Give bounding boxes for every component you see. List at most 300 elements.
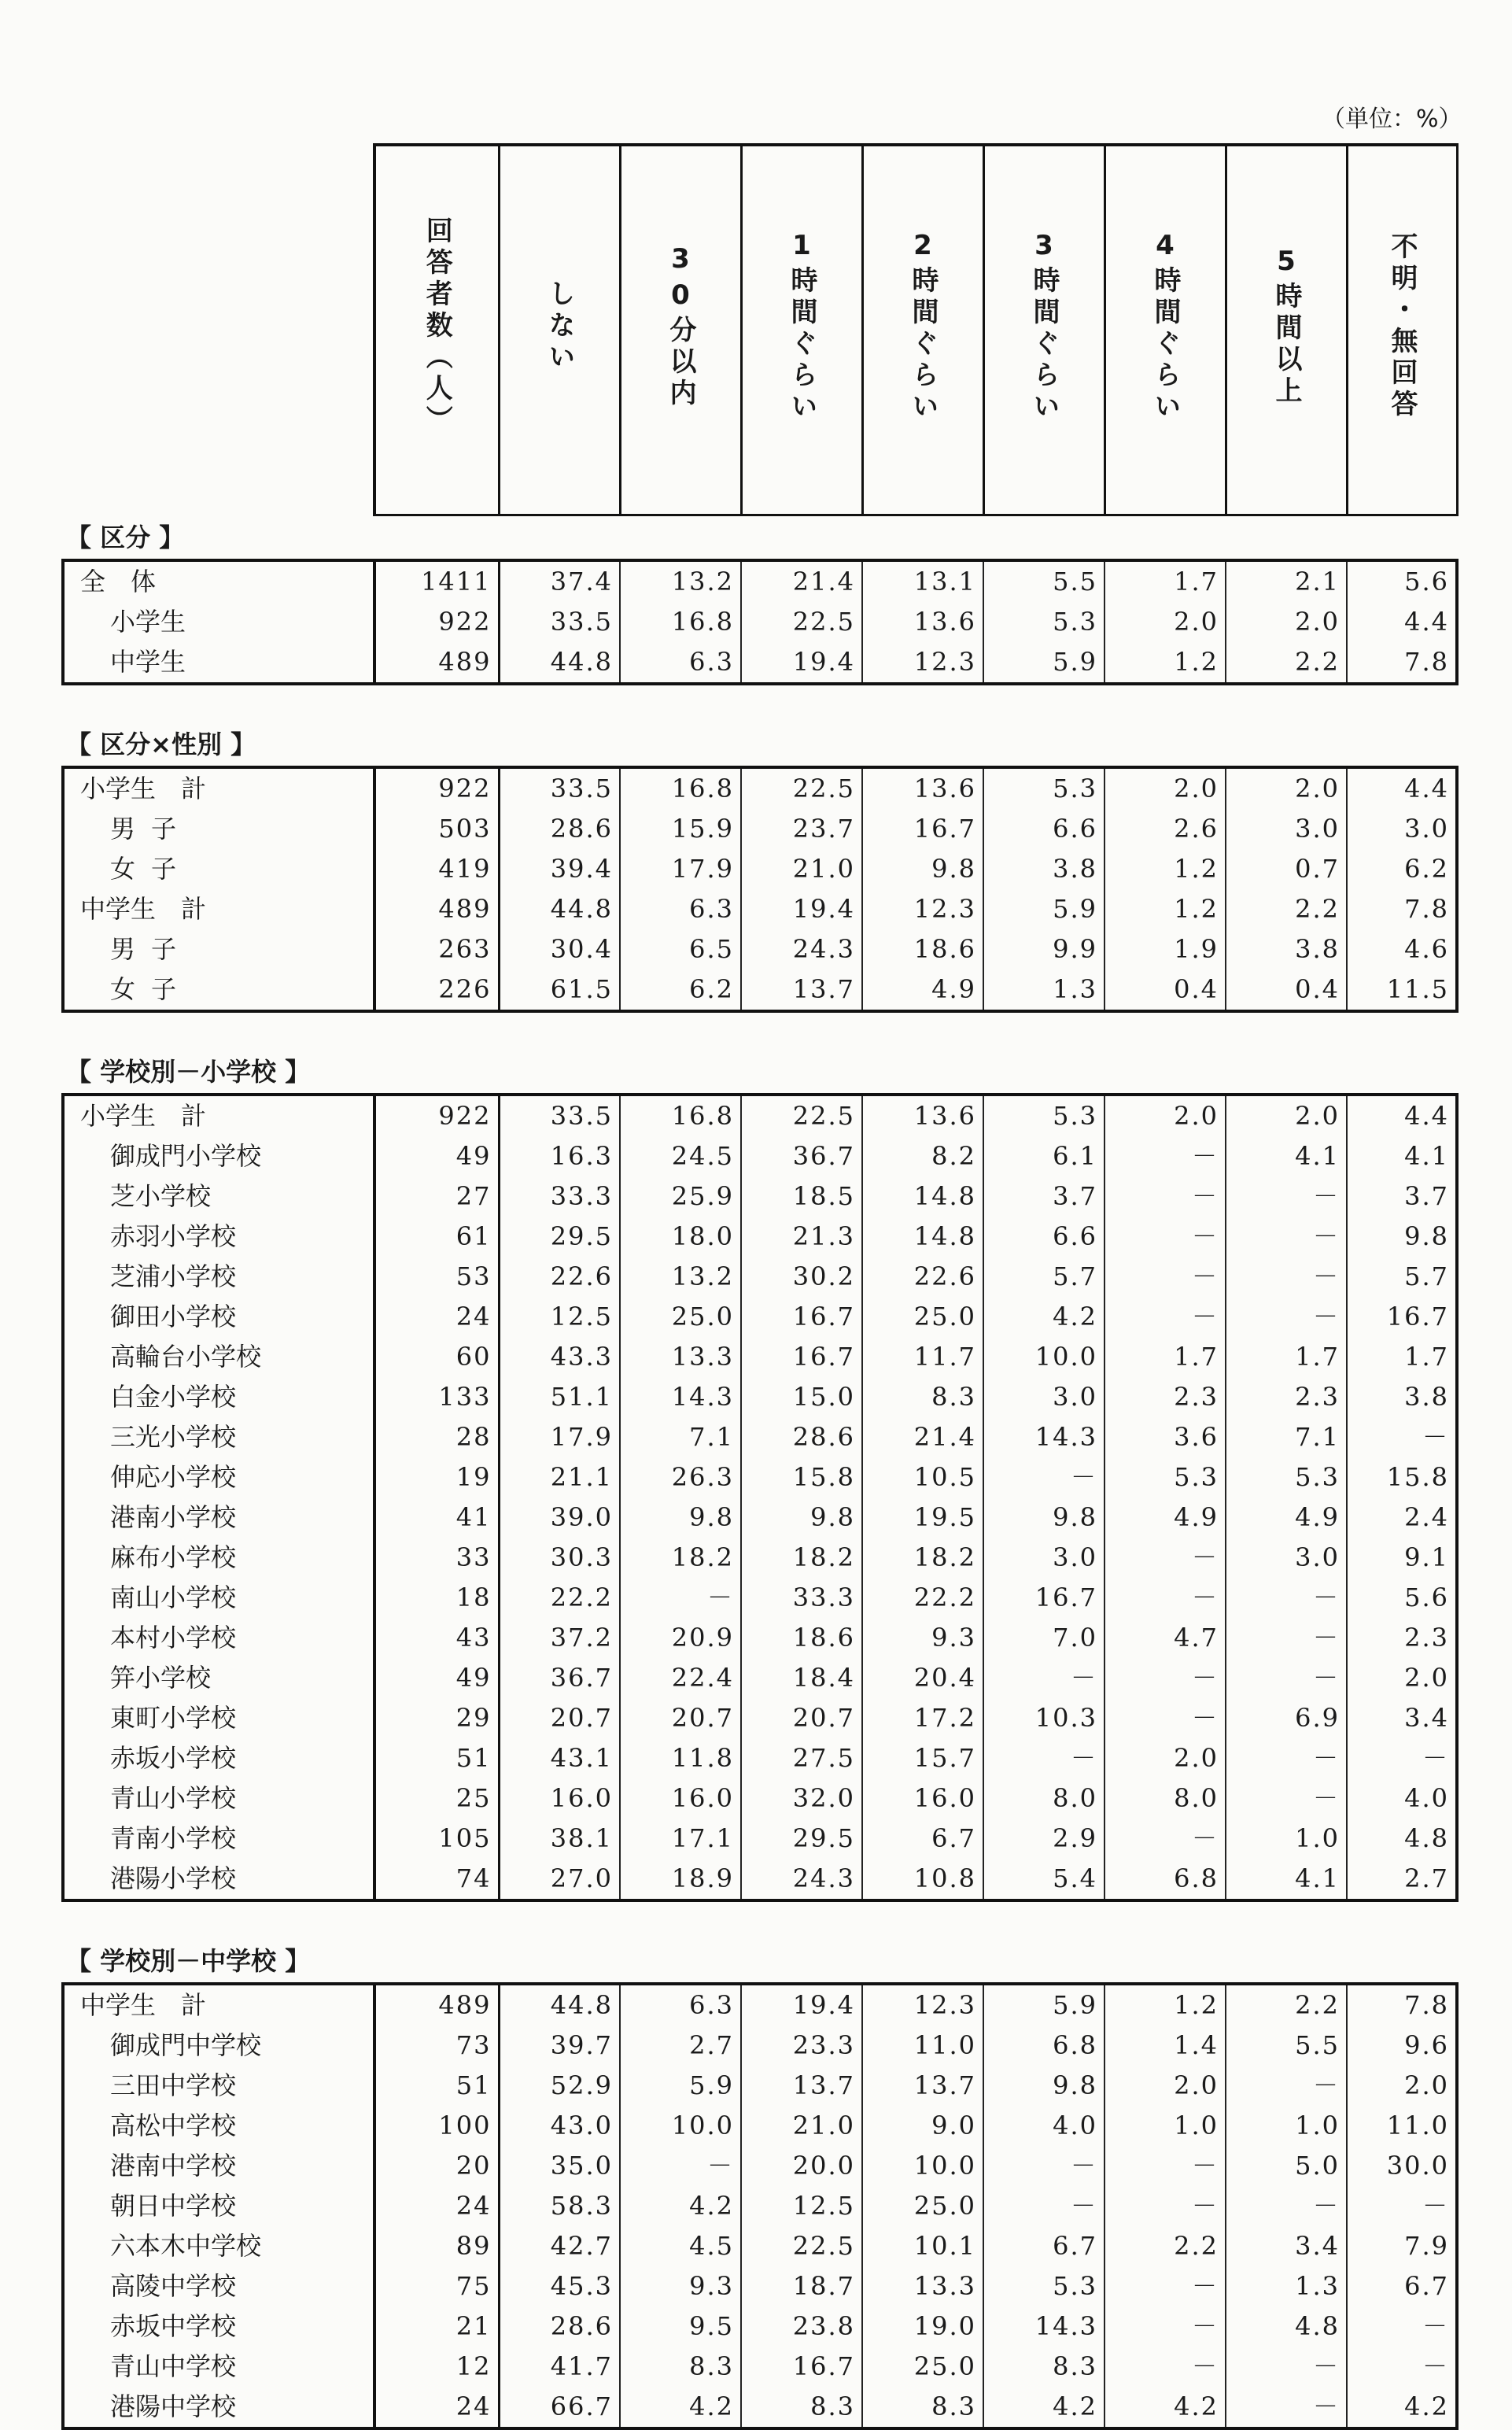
section-title-row: [63, 723, 1457, 767]
value-cell: 2.7: [1347, 1859, 1457, 1900]
value-cell: 5.5: [1226, 2026, 1347, 2066]
table-row: [63, 2066, 1457, 2106]
table-row: [63, 1658, 1457, 1698]
value-cell: 7.8: [1347, 889, 1457, 929]
value-cell: 43: [374, 1618, 499, 1658]
value-cell: 16.7: [983, 1578, 1104, 1618]
header-cell: [499, 145, 620, 515]
value-cell: 1.9: [1104, 929, 1226, 969]
row-label: 中学生 計: [63, 1984, 374, 2026]
value-cell: 10.0: [983, 1337, 1104, 1377]
table-row: [63, 2266, 1457, 2306]
value-cell: 1.2: [1104, 889, 1226, 929]
table-row: [63, 1297, 1457, 1337]
value-cell: 419: [374, 849, 499, 889]
value-cell: 25.0: [862, 1297, 983, 1337]
value-cell: －: [983, 1738, 1104, 1778]
value-cell: 10.8: [862, 1859, 983, 1900]
value-cell: 1.2: [1104, 849, 1226, 889]
value-cell: 4.2: [1104, 2387, 1226, 2428]
value-cell: 28.6: [499, 809, 620, 849]
value-cell: －: [1104, 2186, 1226, 2226]
value-cell: 489: [374, 1984, 499, 2026]
header-text: 30分以内: [665, 243, 696, 410]
value-cell: 2.0: [1347, 1658, 1457, 1698]
value-cell: 5.3: [983, 602, 1104, 642]
value-cell: 23.7: [741, 809, 862, 849]
value-cell: 8.3: [983, 2347, 1104, 2387]
value-cell: 9.0: [862, 2106, 983, 2146]
value-cell: 11.8: [620, 1738, 741, 1778]
value-cell: 5.9: [983, 889, 1104, 929]
table-row: [63, 969, 1457, 1011]
value-cell: 2.9: [983, 1819, 1104, 1859]
value-cell: 4.4: [1347, 602, 1457, 642]
value-cell: 15.8: [741, 1457, 862, 1498]
table-row: [63, 1578, 1457, 1618]
row-label: 青山小学校: [63, 1778, 374, 1819]
value-cell: 42.7: [499, 2226, 620, 2266]
header-text: 不明・無回答: [1386, 232, 1418, 421]
value-cell: 38.1: [499, 1819, 620, 1859]
value-cell: 2.0: [1104, 1095, 1226, 1136]
header-text: 回答者数（人）: [421, 216, 453, 437]
value-cell: 5.9: [983, 1984, 1104, 2026]
value-cell: 44.8: [499, 642, 620, 684]
value-cell: 3.4: [1226, 2226, 1347, 2266]
value-cell: 73: [374, 2026, 499, 2066]
value-cell: 13.6: [862, 602, 983, 642]
value-cell: 2.4: [1347, 1498, 1457, 1538]
value-cell: 20.7: [499, 1698, 620, 1738]
table-row: [63, 2026, 1457, 2066]
value-cell: 3.0: [1226, 1538, 1347, 1578]
value-cell: 5.3: [983, 767, 1104, 809]
value-cell: 7.0: [983, 1618, 1104, 1658]
value-cell: 13.6: [862, 767, 983, 809]
row-label: 中学生: [63, 642, 374, 684]
value-cell: 28: [374, 1417, 499, 1457]
value-cell: 53: [374, 1257, 499, 1297]
value-cell: 18.0: [620, 1217, 741, 1257]
value-cell: 4.7: [1104, 1618, 1226, 1658]
value-cell: 6.3: [620, 642, 741, 684]
row-label: 高陵中学校: [63, 2266, 374, 2306]
value-cell: 13.2: [620, 560, 741, 602]
row-label: 朝日中学校: [63, 2186, 374, 2226]
header-blank: [63, 145, 374, 515]
value-cell: 33.3: [741, 1578, 862, 1618]
value-cell: 6.3: [620, 1984, 741, 2026]
value-cell: 28.6: [499, 2306, 620, 2347]
table-row: [63, 889, 1457, 929]
value-cell: 9.8: [862, 849, 983, 889]
value-cell: 6.6: [983, 809, 1104, 849]
value-cell: －: [1104, 1658, 1226, 1698]
value-cell: 3.4: [1347, 1698, 1457, 1738]
value-cell: －: [1104, 1538, 1226, 1578]
value-cell: 20.7: [620, 1698, 741, 1738]
value-cell: －: [620, 2146, 741, 2186]
value-cell: 263: [374, 929, 499, 969]
value-cell: 17.9: [620, 849, 741, 889]
value-cell: 25.0: [620, 1297, 741, 1337]
value-cell: 3.7: [1347, 1176, 1457, 1217]
value-cell: 14.3: [983, 2306, 1104, 2347]
value-cell: 32.0: [741, 1778, 862, 1819]
row-label: 三光小学校: [63, 1417, 374, 1457]
value-cell: 16.7: [1347, 1297, 1457, 1337]
row-label: 男子: [63, 809, 374, 849]
value-cell: －: [983, 1457, 1104, 1498]
value-cell: 61: [374, 1217, 499, 1257]
value-cell: 17.2: [862, 1698, 983, 1738]
row-label: 中学生 計: [63, 889, 374, 929]
value-cell: 11.5: [1347, 969, 1457, 1011]
value-cell: －: [1226, 2066, 1347, 2106]
value-cell: 21: [374, 2306, 499, 2347]
section-title-row: [63, 515, 1457, 561]
table-row: [63, 2306, 1457, 2347]
value-cell: 12.3: [862, 642, 983, 684]
value-cell: 27.5: [741, 1738, 862, 1778]
value-cell: 10.0: [862, 2146, 983, 2186]
unit-label: （単位：%）: [1322, 105, 1462, 133]
value-cell: 16.0: [862, 1778, 983, 1819]
value-cell: 25: [374, 1778, 499, 1819]
value-cell: 6.8: [983, 2026, 1104, 2066]
value-cell: 9.5: [620, 2306, 741, 2347]
row-label: 伸応小学校: [63, 1457, 374, 1498]
gap-cell: [63, 1011, 1457, 1051]
row-label: 港南小学校: [63, 1498, 374, 1538]
value-cell: 27.0: [499, 1859, 620, 1900]
survey-table: [61, 143, 1459, 2430]
value-cell: 7.8: [1347, 1984, 1457, 2026]
table-row: [63, 1738, 1457, 1778]
value-cell: 52.9: [499, 2066, 620, 2106]
row-label: 高松中学校: [63, 2106, 374, 2146]
value-cell: 18.2: [741, 1538, 862, 1578]
value-cell: －: [1104, 1257, 1226, 1297]
value-cell: 16.0: [499, 1778, 620, 1819]
value-cell: 20.4: [862, 1658, 983, 1698]
value-cell: 89: [374, 2226, 499, 2266]
value-cell: 2.3: [1347, 1618, 1457, 1658]
value-cell: 11.7: [862, 1337, 983, 1377]
value-cell: 30.3: [499, 1538, 620, 1578]
header-cell: [374, 145, 499, 515]
header-text: 5時間以上: [1270, 246, 1302, 408]
row-label: 女子: [63, 969, 374, 1011]
value-cell: 51: [374, 1738, 499, 1778]
value-cell: 2.0: [1104, 602, 1226, 642]
header-cell: [1104, 145, 1226, 515]
value-cell: 18.6: [862, 929, 983, 969]
row-label: 笄小学校: [63, 1658, 374, 1698]
table-row: [63, 1819, 1457, 1859]
value-cell: 14.3: [983, 1417, 1104, 1457]
value-cell: 18: [374, 1578, 499, 1618]
value-cell: 18.5: [741, 1176, 862, 1217]
value-cell: 0.7: [1226, 849, 1347, 889]
value-cell: －: [1104, 1136, 1226, 1176]
value-cell: 25.9: [620, 1176, 741, 1217]
table-row: [63, 1136, 1457, 1176]
value-cell: 13.7: [862, 2066, 983, 2106]
value-cell: 4.2: [620, 2186, 741, 2226]
value-cell: 74: [374, 1859, 499, 1900]
value-cell: 22.6: [499, 1257, 620, 1297]
value-cell: 49: [374, 1658, 499, 1698]
table-row: [63, 1859, 1457, 1900]
table-row: [63, 2186, 1457, 2226]
value-cell: －: [1104, 1698, 1226, 1738]
value-cell: 1.7: [1347, 1337, 1457, 1377]
value-cell: 19.4: [741, 1984, 862, 2026]
table-row: [63, 1698, 1457, 1738]
value-cell: －: [1104, 2306, 1226, 2347]
value-cell: 9.3: [620, 2266, 741, 2306]
value-cell: 8.2: [862, 1136, 983, 1176]
value-cell: 33.5: [499, 602, 620, 642]
section-gap: [63, 684, 1457, 723]
row-label: 白金小学校: [63, 1377, 374, 1417]
value-cell: 22.6: [862, 1257, 983, 1297]
value-cell: 30.2: [741, 1257, 862, 1297]
value-cell: 25.0: [862, 2186, 983, 2226]
value-cell: 39.0: [499, 1498, 620, 1538]
value-cell: 21.4: [741, 560, 862, 602]
value-cell: 33.5: [499, 767, 620, 809]
value-cell: 6.8: [1104, 1859, 1226, 1900]
value-cell: 1.0: [1226, 1819, 1347, 1859]
value-cell: 0.4: [1104, 969, 1226, 1011]
row-label: 南山小学校: [63, 1578, 374, 1618]
value-cell: 6.2: [1347, 849, 1457, 889]
table-row: [63, 929, 1457, 969]
value-cell: 24: [374, 2387, 499, 2428]
value-cell: 61.5: [499, 969, 620, 1011]
row-label: 三田中学校: [63, 2066, 374, 2106]
table-row: [63, 1538, 1457, 1578]
value-cell: 6.2: [620, 969, 741, 1011]
header-cell: [741, 145, 862, 515]
value-cell: 1.0: [1226, 2106, 1347, 2146]
table-row: [63, 1618, 1457, 1658]
value-cell: 43.0: [499, 2106, 620, 2146]
value-cell: 11.0: [862, 2026, 983, 2066]
row-label: 御成門小学校: [63, 1136, 374, 1176]
value-cell: －: [1104, 1297, 1226, 1337]
value-cell: 36.7: [741, 1136, 862, 1176]
value-cell: 8.3: [862, 2387, 983, 2428]
value-cell: 16.7: [741, 1297, 862, 1337]
value-cell: 22.2: [862, 1578, 983, 1618]
value-cell: 4.1: [1226, 1859, 1347, 1900]
value-cell: －: [983, 2146, 1104, 2186]
value-cell: 5.9: [983, 642, 1104, 684]
value-cell: 1.3: [983, 969, 1104, 1011]
value-cell: 43.3: [499, 1337, 620, 1377]
value-cell: 22.4: [620, 1658, 741, 1698]
value-cell: 922: [374, 1095, 499, 1136]
table-row: [63, 849, 1457, 889]
value-cell: －: [1347, 2186, 1457, 2226]
value-cell: 16.3: [499, 1136, 620, 1176]
row-label: 赤坂小学校: [63, 1738, 374, 1778]
value-cell: 5.3: [1104, 1457, 1226, 1498]
value-cell: 4.1: [1226, 1136, 1347, 1176]
value-cell: 44.8: [499, 1984, 620, 2026]
value-cell: 16.7: [741, 2347, 862, 2387]
value-cell: 9.6: [1347, 2026, 1457, 2066]
value-cell: 29: [374, 1698, 499, 1738]
value-cell: 2.2: [1226, 642, 1347, 684]
row-label: 赤坂中学校: [63, 2306, 374, 2347]
value-cell: 4.4: [1347, 1095, 1457, 1136]
value-cell: 18.6: [741, 1618, 862, 1658]
value-cell: 18.7: [741, 2266, 862, 2306]
value-cell: 20.7: [741, 1698, 862, 1738]
table-row: [63, 1217, 1457, 1257]
header-cell: [1347, 145, 1457, 515]
value-cell: 17.9: [499, 1417, 620, 1457]
value-cell: 2.2: [1226, 1984, 1347, 2026]
gap-cell: [63, 684, 1457, 723]
row-label: 女子: [63, 849, 374, 889]
value-cell: －: [1226, 1618, 1347, 1658]
value-cell: 3.8: [1226, 929, 1347, 969]
value-cell: 226: [374, 969, 499, 1011]
value-cell: 2.6: [1104, 809, 1226, 849]
value-cell: 12.3: [862, 1984, 983, 2026]
value-cell: 16.0: [620, 1778, 741, 1819]
table-row: [63, 1984, 1457, 2026]
value-cell: 489: [374, 642, 499, 684]
table-row: [63, 2347, 1457, 2387]
table-row: [63, 767, 1457, 809]
header-text: しない: [544, 279, 575, 374]
value-cell: 100: [374, 2106, 499, 2146]
value-cell: 1.2: [1104, 642, 1226, 684]
value-cell: －: [1104, 1176, 1226, 1217]
table-row: [63, 2226, 1457, 2266]
value-cell: 12: [374, 2347, 499, 2387]
value-cell: 24: [374, 2186, 499, 2226]
value-cell: 10.5: [862, 1457, 983, 1498]
section-title: 【 学校別－中学校 】: [66, 1946, 311, 1976]
table-row: [63, 1176, 1457, 1217]
value-cell: 19.4: [741, 889, 862, 929]
value-cell: －: [1226, 1738, 1347, 1778]
section-title: 【 区分×性別 】: [66, 729, 256, 759]
value-cell: 18.2: [620, 1538, 741, 1578]
value-cell: 2.3: [1104, 1377, 1226, 1417]
header-cell: [983, 145, 1104, 515]
value-cell: －: [1347, 1738, 1457, 1778]
value-cell: 2.0: [1347, 2066, 1457, 2106]
value-cell: 16.7: [862, 809, 983, 849]
value-cell: 13.2: [620, 1257, 741, 1297]
value-cell: 6.1: [983, 1136, 1104, 1176]
value-cell: 16.7: [741, 1337, 862, 1377]
value-cell: 4.2: [983, 2387, 1104, 2428]
value-cell: 9.9: [983, 929, 1104, 969]
value-cell: 5.7: [1347, 1257, 1457, 1297]
value-cell: 4.9: [862, 969, 983, 1011]
value-cell: 37.4: [499, 560, 620, 602]
value-cell: 33: [374, 1538, 499, 1578]
header-text: 4時間ぐらい: [1149, 230, 1181, 423]
value-cell: 6.9: [1226, 1698, 1347, 1738]
value-cell: 922: [374, 602, 499, 642]
row-label: 港南中学校: [63, 2146, 374, 2186]
value-cell: 14.8: [862, 1217, 983, 1257]
value-cell: 5.3: [983, 2266, 1104, 2306]
value-cell: 105: [374, 1819, 499, 1859]
value-cell: 66.7: [499, 2387, 620, 2428]
value-cell: 3.8: [1347, 1377, 1457, 1417]
value-cell: 1.3: [1226, 2266, 1347, 2306]
value-cell: 33.5: [499, 1095, 620, 1136]
value-cell: 16.8: [620, 1095, 741, 1136]
value-cell: 24.3: [741, 1859, 862, 1900]
value-cell: 5.0: [1226, 2146, 1347, 2186]
section-title: 【 学校別－小学校 】: [66, 1057, 311, 1087]
value-cell: 24.3: [741, 929, 862, 969]
value-cell: 4.4: [1347, 767, 1457, 809]
header-text: 2時間ぐらい: [907, 230, 939, 423]
value-cell: 75: [374, 2266, 499, 2306]
header-row: [63, 145, 1457, 515]
value-cell: 4.1: [1347, 1136, 1457, 1176]
header-text: 3時間ぐらい: [1028, 230, 1060, 423]
value-cell: 3.7: [983, 1176, 1104, 1217]
value-cell: 16.8: [620, 602, 741, 642]
value-cell: 6.7: [1347, 2266, 1457, 2306]
value-cell: －: [1226, 1176, 1347, 1217]
value-cell: 10.3: [983, 1698, 1104, 1738]
value-cell: －: [1104, 2266, 1226, 2306]
value-cell: 2.0: [1226, 1095, 1347, 1136]
value-cell: 21.3: [741, 1217, 862, 1257]
value-cell: －: [1104, 1217, 1226, 1257]
value-cell: 7.8: [1347, 642, 1457, 684]
value-cell: －: [1104, 1819, 1226, 1859]
value-cell: 11.0: [1347, 2106, 1457, 2146]
value-cell: 922: [374, 767, 499, 809]
value-cell: 15.9: [620, 809, 741, 849]
value-cell: －: [1226, 1778, 1347, 1819]
value-cell: 7.1: [620, 1417, 741, 1457]
value-cell: 2.7: [620, 2026, 741, 2066]
value-cell: 4.2: [620, 2387, 741, 2428]
value-cell: 39.7: [499, 2026, 620, 2066]
value-cell: 9.8: [1347, 1217, 1457, 1257]
value-cell: 4.9: [1104, 1498, 1226, 1538]
value-cell: 2.0: [1226, 602, 1347, 642]
value-cell: －: [1226, 1297, 1347, 1337]
gap-cell: [63, 1900, 1457, 1940]
value-cell: 6.5: [620, 929, 741, 969]
row-label: 芝小学校: [63, 1176, 374, 1217]
table-row: [63, 1337, 1457, 1377]
table-row: [63, 1095, 1457, 1136]
value-cell: －: [620, 1578, 741, 1618]
value-cell: 37.2: [499, 1618, 620, 1658]
header-text: 1時間ぐらい: [786, 230, 817, 423]
